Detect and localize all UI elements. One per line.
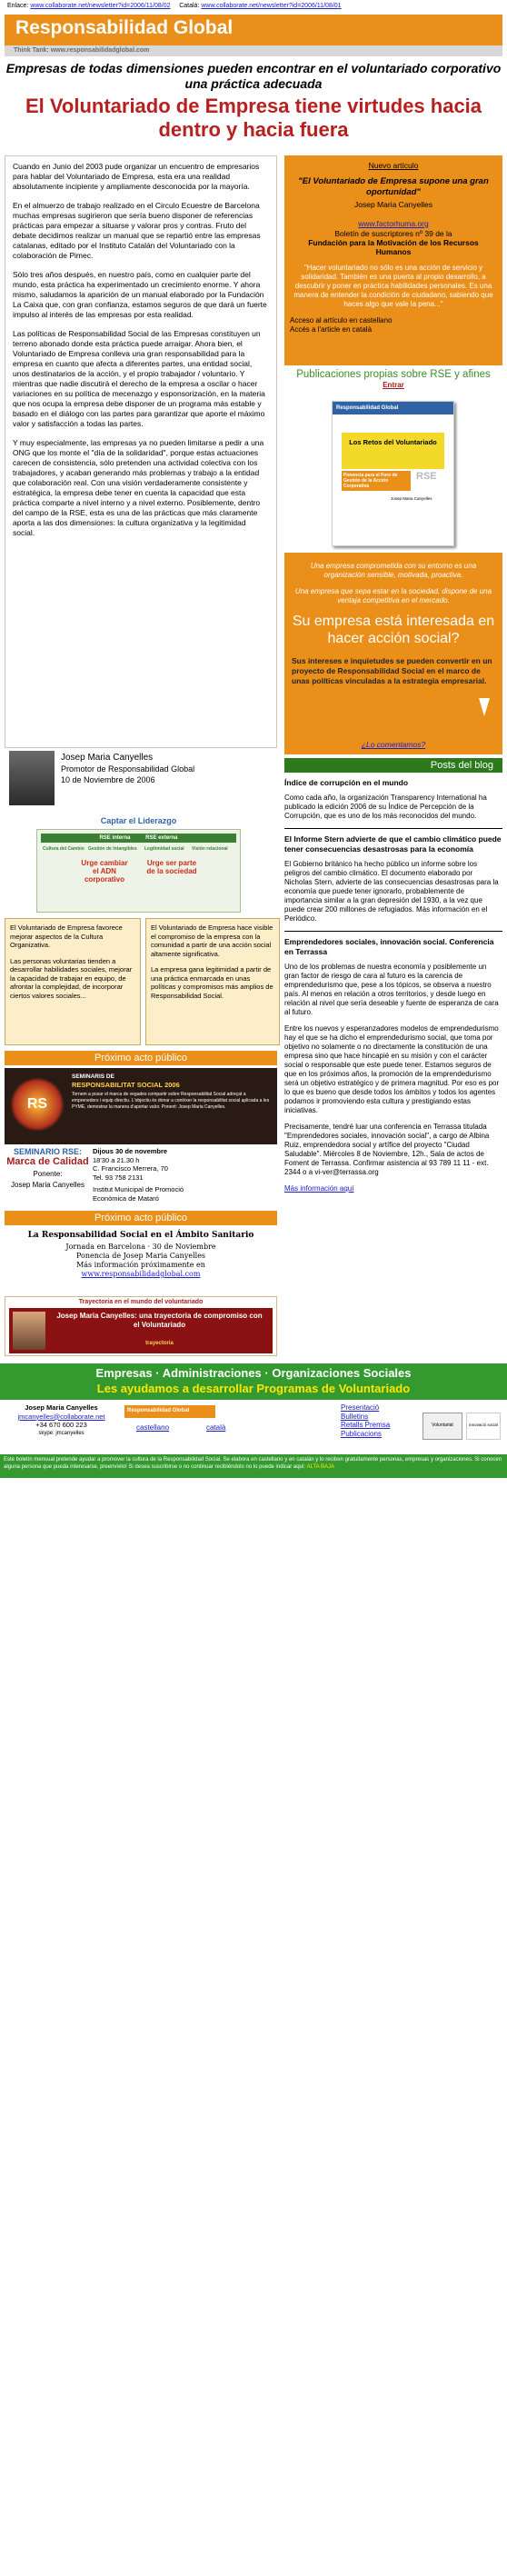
new-article-quote: "El Voluntariado de Empresa supone una gran oportunidad": [298, 176, 489, 197]
seminar-title: Marca de Calidad: [6, 1156, 89, 1167]
new-article-header: Nuevo artículo: [368, 161, 419, 170]
promo-italic: Una empresa que sepa estar en la sociedad, dispone de una ventaja competitiva en el mercado.: [294, 587, 492, 604]
bulletins-link[interactable]: Bulletins: [341, 1412, 369, 1421]
bulletin-foundation: Fundación para la Motivación de los Recursos Humanos: [308, 238, 479, 256]
legitimacy-box-text: El Voluntariado de Empresa hace visible el compromiso de la empresa con la comunidad a partir de una acción social altamente significativa.: [151, 924, 273, 958]
diagram-tag: Gestión de Intangibles: [88, 846, 137, 852]
diagram-tag: Cultura del Cambio: [43, 846, 84, 852]
trajectory-banner[interactable]: [9, 1308, 273, 1353]
seminar-time: 18'30 a 21.30 h: [93, 1155, 140, 1164]
seminar-title-block: [5, 1147, 91, 1209]
new-article-box: [284, 155, 502, 365]
post-body: El Gobierno británico ha hecho público un informe sobre los peligros del cambio climático. El documento elaborado por Nicholas Stern, advierte de las consecuencias desastrosas para la economía que puede tener ignorarlo, probablemente de importancia similar a la gran depresión del 1930, a la vez que puede crear 200 millones de refugiados. Más información en el Periódico.: [284, 860, 499, 923]
author-photo: [9, 751, 55, 805]
cover-author: Josep Maria Canyelles: [391, 496, 432, 501]
seminar-banner-title: SEMINARIS DE: [72, 1073, 114, 1080]
post-body: Como cada año, la organización Transparency International ha publicado la edición 2006 de su Índice de Percepción de la Corrupción, que es uno de los más reconocidos del mundo.: [284, 794, 487, 820]
castellano-link[interactable]: castellano: [136, 1423, 170, 1432]
promo-body: Sus intereses e inquietudes se pueden convertir en un proyecto de Responsabilidad Social en el marco de unas políticas vinculadas a la estrategia empresarial.: [292, 656, 492, 685]
health-event-line: Más información próximamente en: [76, 1261, 205, 1269]
post-title[interactable]: Emprendedores sociales, innovación social. Conferencia en Terrassa: [284, 937, 494, 956]
article-paragraph: Las políticas de Responsabilidad Social de las Empresas constituyen un terreno abonado donde esta práctica puede arraigar. Ahora bien, el Voluntariado de Empresa conlleva una gran responsabilidad para la empresa en cuanto que afecta a diferentes partes, una entidad social, unos destinatarios de la acción, y el propio trabajador / voluntario. Y mientras que nadie discutirá el derecho de la empresa a oscilar o hacer variaciones en su política de mecenazgo y esponsorización, en la materia que nos ocupa la empresa debe disponer de un programa más estable y basado en el diálogo con las partes para garantizar que aporte el máximo valor y satisfacción a todas las partes.: [13, 329, 265, 428]
promo-contact-link[interactable]: ¿Lo comentamos?: [361, 740, 426, 749]
more-info-link[interactable]: Más información aquí: [284, 1184, 354, 1193]
ponente-label: Ponente:: [33, 1170, 63, 1178]
health-event-link[interactable]: www.responsabilidadglobal.com: [81, 1270, 201, 1278]
headline-title: El Voluntariado de Empresa tiene virtudes hacia dentro y hacia fuera: [25, 95, 482, 141]
catala-label: Català:: [179, 3, 200, 9]
seminar-details: [93, 1147, 274, 1209]
leadership-diagram: [36, 816, 241, 914]
seminar-date: Dijous 30 de novembre: [93, 1147, 168, 1155]
seminar-banner[interactable]: [5, 1068, 277, 1144]
next-event-header: Próximo acto público: [5, 1211, 277, 1225]
culture-box-text: Las personas voluntarias tienden a desarrollar habilidades sociales, mejorar la capacidad de trabajar en equipo, de afrontar la complejidad, de incorporar ciertos valores sociales...: [10, 956, 133, 1000]
promo-question: Su empresa está interesada en hacer acción social?: [292, 614, 495, 646]
author-signature: [5, 751, 277, 807]
enlace-label: Enlace:: [7, 3, 29, 9]
article-paragraph: Y muy especialmente, las empresas ya no pueden limitarse a pedir a una ONG que los monte el "día de la solidaridad", porque estas actuaciones carecen de consistencia, sólo pretenden una actividad colectiva con los trabajadores, y acaban generando más problemas y trabajo a la entidad que colaboración real. Con una visión verdaderamente consistente y estratégica, la empresa debe tener en cuenta la capacidad que esta práctica comparte a nivel interno y a nivel externo. Posiblemente, dentro del campo de la RSE, esta es una de las prácticas que más claramente aporta a las dos dimensiones: la cultura organizativa y la legitimidad social.: [13, 438, 264, 537]
contact-email[interactable]: jmcanyelles@collaborate.net: [17, 1412, 105, 1421]
cover-band: Responsabilidad Global: [333, 402, 453, 414]
diagram-mid-left: Urge cambiar el ADN corporativo: [81, 859, 128, 884]
health-event-line: Ponencia de Josep Maria Canyelles: [75, 1252, 206, 1260]
post-body: Uno de los problemas de nuestra economía y posiblemente un gran factor de riesgo de cara al futuro es la carencia de emprendedurismo que, pese a los tópicos, se observa a nuestro país. Al menos en relación a otros territorios, y desde luego en relación al nivel que sería deseable y fuente de esperanza de cara al futuro.: [284, 963, 499, 1016]
contact-name: Josep Maria Canyelles: [25, 1403, 98, 1412]
article-paragraph: En el almuerzo de trabajo realizado en el Circulo Ecuestre de Barcelona muchas empresas sugirieron que sería bueno disponer de referencias prácticas para empezar a situarse y valorar pros y contras. Fruto del debate decidimos realizar un manual que se repartió entre las empresas catalanas, editado por el Instituto Catalán del Voluntariado con la colaboración de Pimec.: [13, 201, 261, 260]
rse-bar: [41, 834, 236, 843]
masthead: [5, 15, 502, 45]
promo-box: [284, 553, 502, 754]
culture-box-text: El Voluntariado de Empresa favorece mejorar aspectos de la Cultura Organizativa.: [10, 924, 123, 949]
blog-posts: [284, 778, 502, 1356]
author-name: Josep Maria Canyelles: [61, 753, 154, 763]
rse-external-label: RSE externa: [145, 835, 178, 841]
trajectory-caption: Trayectoria en el mundo del voluntariado: [78, 1299, 204, 1305]
factorhuma-link[interactable]: www.factorhuma.org: [358, 219, 429, 228]
bulletin-line: Boletín de suscriptores nº 39 de la: [334, 229, 452, 238]
diagram-tag: Visión relacional: [192, 846, 228, 852]
footer-legal: [0, 1454, 507, 1478]
innovacio-logo: innovació social: [466, 1413, 501, 1440]
article-paragraph: Sólo tres años después, en nuestro país, como en cualquier parte del mundo, esta práctica ha experimentado un crecimiento enorme. Y ahora mismo, saludamos la aparición de un manual elaborado por la Fundación La Caixa que, con gran confianza, estamos seguros de que dará un fuerte impulso al interés de las empresas por esta realidad.: [13, 270, 267, 319]
footer-links: [341, 1403, 390, 1438]
publicacions-link[interactable]: Publicacions: [341, 1429, 382, 1438]
trajectory-button[interactable]: trayectoria: [145, 1341, 174, 1346]
main-article: [5, 155, 277, 748]
rse-internal-label: RSE interna: [99, 835, 131, 841]
catala-link[interactable]: www.collaborate.net/newsletter?id=2006/11/08/01: [201, 3, 342, 9]
mini-logo: Responsabilidad Global: [124, 1405, 215, 1418]
trajectory-box[interactable]: [5, 1296, 277, 1356]
post-body: Entre los nuevos y esperanzadores modelos de emprendedurismo hay el que se ha dicho el emprendedurismo social, que toma por objetivo no solamente o no directamente la constitución de una empresa sino que hace hincapié en su misión y con el carácter social o responsable que este puede tener. Estamos seguros de que en los próximos años, la promoción de la emprendedurismo será un objetivo estratégico y de primera magnitud. Por eso es por lo que es bueno que desde todos los ámbitos y todos los agentes podamos ir promoviendo esta cultura y prestigiando estas iniciativas.: [284, 1024, 500, 1114]
post-body: Precisamente, tendré luar una conferencia en Terrassa titulada "Emprendedores sociales, innovación social", a cargo de Albina Ruiz, emprendedora social y artífice del proyecto "Ciudad Saludable". Miércoles 8 de Noviembre, 12h., Sala de actos de Foment de Terrassa. Confirmar asistencia al 93 789 11 11 - ext. 2344 o a vi-ver@terrassa.org: [284, 1123, 490, 1176]
headline-subtitle: Empresas de todas dimensiones pueden encontrar en el voluntariado corporativo una práctica adecuada: [5, 61, 502, 91]
cover-title: Los Retos del Voluntariado: [342, 433, 444, 469]
diagram-mid-right: Urge ser parte de la sociedad: [146, 859, 197, 875]
trajectory-banner-text: Josep Maria Canyelles: una trayectoria de compromiso con el Voluntariado: [56, 1312, 263, 1329]
legitimacy-box: [145, 918, 280, 1045]
seminar-label: SEMINARIO RSE:: [13, 1147, 82, 1156]
publications-title: Publicaciones propias sobre RSE y afines: [296, 369, 491, 380]
cover-subtitle: Ponencia para el Foro de Gestión de la Acción Corporativa: [342, 471, 411, 491]
culture-box: [5, 918, 141, 1045]
catala-footer-link[interactable]: català: [206, 1423, 226, 1432]
contact-skype: skype: jmcanyelles: [38, 1430, 84, 1436]
publications-header: [284, 369, 502, 389]
footer-banner: [0, 1363, 507, 1400]
seminar-venue: Institut Municipal de Promoció Econòmica de Mataró: [93, 1185, 184, 1203]
new-article-author: Josep Maria Canyelles: [354, 200, 432, 209]
ponente-name: Josep Maria Canyelles: [11, 1181, 84, 1189]
blog-posts-header: Posts del blog: [284, 758, 502, 773]
access-castellano-link[interactable]: Acceso al artículo en castellano: [290, 316, 393, 324]
volunteer-icon: Voluntariat: [422, 1413, 462, 1440]
author-photo: [13, 1312, 45, 1350]
arrow-down-icon: [479, 698, 490, 716]
think-tank-line: Think Tank: www.responsabilidadglobal.com: [5, 45, 502, 56]
seminar-banner-desc: Tornem a posar el marca de vegades compartir sobre Responsabilitat Social adreçat a emprenedors i equip directiu. L'objectiu és donar a conèixer la responsabilitat social aplicada a les PYME, demostrar la manera d'aportar valor. Ponent: Josep Maria Canyelles.: [72, 1092, 270, 1110]
next-event-header: Próximo acto público: [5, 1051, 277, 1065]
legitimacy-box-text: La empresa gana legitimidad a partir de una práctica enmarcada en unas políticas y compromisos más amplios de Responsabilidad Social.: [151, 965, 273, 1000]
post-title[interactable]: Índice de corrupción en el mundo: [284, 778, 409, 787]
health-event: [5, 1227, 277, 1294]
enlace-link[interactable]: www.collaborate.net/newsletter?id=2006/11/08/02: [30, 3, 171, 9]
seminar-street: C. Francisco Merrera, 70: [93, 1164, 168, 1173]
author-date: 10 de Noviembre de 2006: [61, 775, 155, 784]
promo-italic: Una empresa comprometida con su entorno es una organización sensible, motivada, proactiva.: [310, 562, 477, 579]
subscribe-link[interactable]: ALTA BAJA: [306, 1464, 335, 1470]
seminar-banner-title2: RESPONSABILITAT SOCIAL 2006: [72, 1081, 180, 1089]
retalls-link[interactable]: Retalls Premsa: [341, 1421, 391, 1429]
seminar-tel: Tel. 93 758 2131: [93, 1173, 144, 1182]
masthead-title: Responsabilidad Global: [15, 17, 234, 38]
footer-legal-text: Este boletín mensual pretende ayudar a promover la cultura de la Responsabilidad Social. Se elabora en castellano y en catalán y lo reciben gratuitamente personas, empresas y organizaciones. Si conocen alguna persona que pueda interesarse, preenvíelo! Si desea suscribirse o no continuar recibiéndolo no lo puede indicar aquí:: [4, 1457, 502, 1470]
new-article-citation: "Hacer voluntariado no sólo es una acción de servicio y solidaridad. También es una puerta al propio desarrollo, a descubrir y poner en práctica habilidades personales. Es una manera de entender la condición de ciudadano, sabiendo que haces algo que vale la pena...": [293, 264, 493, 308]
contact-card: [5, 1403, 118, 1438]
access-catala-link[interactable]: Accés a l'article en català: [290, 325, 373, 334]
health-event-title: La Responsabilidad Social en el Ámbito Sanitario: [27, 1231, 254, 1240]
footer-banner-line1: Empresas · Administraciones · Organizaciones Sociales: [95, 1366, 412, 1380]
footer-contact: [5, 1403, 502, 1451]
presentacio-link[interactable]: Presentació: [341, 1403, 380, 1412]
publication-cover[interactable]: [332, 401, 454, 546]
top-links-bar: [0, 0, 507, 13]
rs-logo-icon: RS: [10, 1077, 65, 1132]
divider: [284, 828, 502, 829]
footer-banner-line2: Les ayudamos a desarrollar Programas de Voluntariado: [96, 1382, 411, 1395]
article-paragraph: Cuando en Junio del 2003 pude organizar un encuentro de empresarios para hablar del Voluntariado de Empresa, esta era una realidad absolutamente incipiente y ampliamente desconocida por la mayoría.: [13, 162, 260, 191]
divider: [284, 931, 502, 932]
diagram-tag: Legitimidad social: [144, 846, 184, 852]
diagram-caption: Captar el Liderazgo: [100, 816, 177, 825]
author-role: Promotor de Responsabilidad Global: [61, 764, 195, 774]
publications-enter-link[interactable]: Entrar: [383, 381, 404, 389]
cover-logo: RSE: [416, 471, 437, 482]
health-event-line: Jornada en Barcelona · 30 de Noviembre: [65, 1243, 216, 1251]
post-title[interactable]: El Informe Stern advierte de que el cambio climático puede tener consecuencias desastrosas para la economía: [284, 834, 502, 854]
contact-phone: +34 670 600 223: [35, 1421, 87, 1429]
